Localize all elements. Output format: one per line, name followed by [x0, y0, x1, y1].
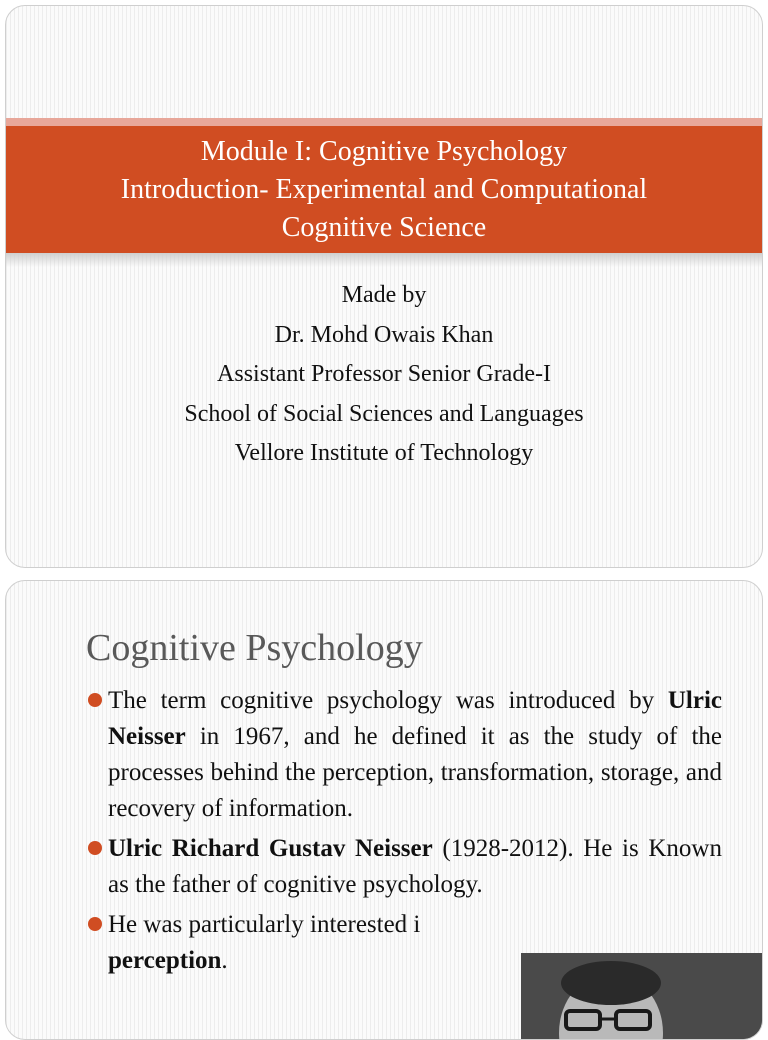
bullet-3-text-end: .: [221, 947, 228, 974]
bullet-dot-icon: [88, 693, 102, 707]
title-line-3: Cognitive Science: [281, 211, 487, 243]
bullet-1-text-b: in 1967, and he defined it as the study of the processes behind the perception, transformation, storage, and recovery of information.: [108, 723, 722, 822]
author-block: [6, 276, 762, 474]
content-slide: [5, 580, 763, 1040]
portrait-photo: [521, 953, 763, 1040]
title-slide: [5, 5, 763, 568]
author-position: Assistant Professor Senior Grade-I: [217, 361, 551, 387]
accent-band: [6, 118, 762, 126]
author-name: Dr. Mohd Owais Khan: [274, 321, 494, 348]
author-line-made-by: Made by: [341, 282, 427, 308]
portrait-image: [521, 953, 763, 1040]
bullet-item-1: [88, 683, 722, 827]
bullet-3-bold: perception: [108, 947, 222, 974]
bullet-1-bold: Ulric Neisser: [108, 687, 722, 750]
title-line-2: Introduction- Experimental and Computational: [120, 173, 648, 205]
bullet-2-text: (1928-2012). He is Known as the father of cognitive psychology.: [108, 835, 722, 898]
title-band: [6, 126, 762, 253]
title-shadow: [6, 253, 762, 267]
bullet-2-bold: Ulric Richard Gustav Neisser: [108, 835, 433, 862]
bullet-list: [88, 683, 722, 983]
bullet-1-text-a: The term cognitive psychology was introduced by: [108, 687, 668, 714]
author-school: School of Social Sciences and Languages: [184, 400, 584, 427]
bullet-3-text: He was particularly interested i: [108, 911, 421, 938]
title-line-1: Module I: Cognitive Psychology: [200, 135, 568, 167]
slide-heading: Cognitive Psychology: [86, 627, 423, 669]
author-institute: Vellore Institute of Technology: [234, 440, 534, 466]
bullet-item-2: [88, 831, 722, 903]
bullet-dot-icon: [88, 841, 102, 855]
bullet-dot-icon: [88, 917, 102, 931]
